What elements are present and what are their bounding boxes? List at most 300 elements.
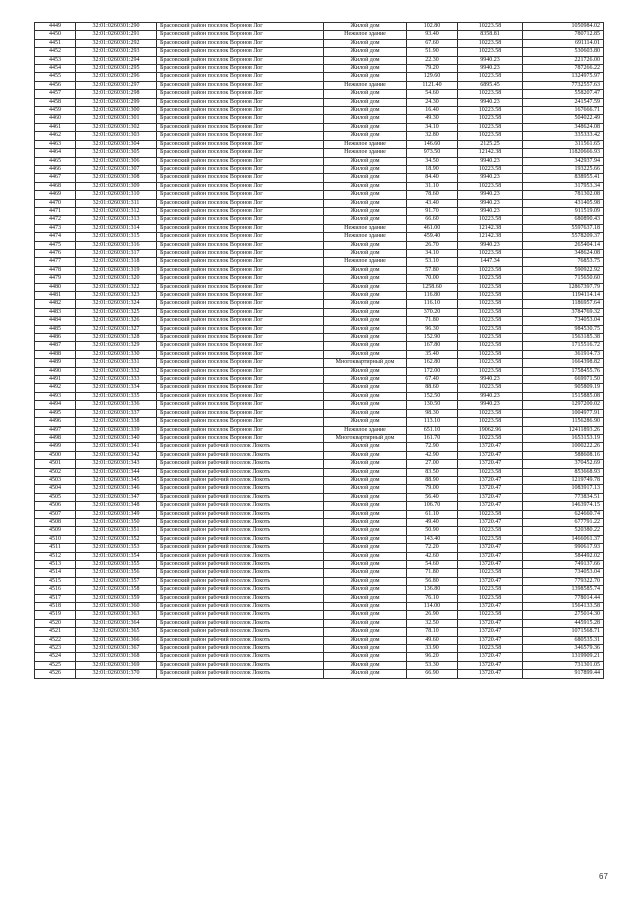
- area-cell: 71.80: [407, 569, 458, 577]
- area-cell: 459.40: [407, 233, 458, 241]
- row-number-cell: 4511: [35, 544, 76, 552]
- area-cell: 67.60: [407, 39, 458, 47]
- area-cell: 33.90: [407, 645, 458, 653]
- object-type-cell: Жилой дом: [324, 594, 407, 602]
- cadastral-value-cell: 241547.59: [523, 98, 604, 106]
- object-type-cell: Жилой дом: [324, 98, 407, 106]
- address-cell: Брасовский район поселок Воронов Лог: [157, 266, 324, 274]
- area-cell: 1121.40: [407, 81, 458, 89]
- cadastral-value-cell: 335333.42: [523, 132, 604, 140]
- specific-value-cell: 13720.47: [458, 493, 523, 501]
- cadastral-number-cell: 32:01:0260301:320: [76, 275, 157, 283]
- table-row: [35, 31, 604, 39]
- row-number-cell: 4481: [35, 292, 76, 300]
- area-cell: 96.20: [407, 653, 458, 661]
- specific-value-cell: 9940.23: [458, 401, 523, 409]
- cadastral-number-cell: 32:01:0260301:301: [76, 115, 157, 123]
- area-cell: 129.60: [407, 73, 458, 81]
- specific-value-cell: 10223.58: [458, 317, 523, 325]
- table-row: [35, 334, 604, 342]
- specific-value-cell: 10223.58: [458, 468, 523, 476]
- object-type-cell: Жилой дом: [324, 334, 407, 342]
- cadastral-value-cell: 445915.28: [523, 619, 604, 627]
- cadastral-number-cell: 32:01:0260301:308: [76, 174, 157, 182]
- cadastral-number-cell: 32:01:0260301:357: [76, 577, 157, 585]
- cadastral-value-cell: 361914.73: [523, 350, 604, 358]
- address-cell: Брасовский район рабочий поселок Локоть: [157, 527, 324, 535]
- address-cell: Брасовский район поселок Воронов Лог: [157, 98, 324, 106]
- cadastral-value-cell: 342937.94: [523, 157, 604, 165]
- table-row: [35, 460, 604, 468]
- address-cell: Брасовский район поселок Воронов Лог: [157, 216, 324, 224]
- table-row: [35, 39, 604, 47]
- table-row: [35, 628, 604, 636]
- cadastral-value-cell: 3784769.32: [523, 308, 604, 316]
- table-row: [35, 275, 604, 283]
- table-row: [35, 603, 604, 611]
- specific-value-cell: 13720.47: [458, 544, 523, 552]
- area-cell: 43.40: [407, 199, 458, 207]
- cadastral-value-cell: 781302.08: [523, 191, 604, 199]
- cadastral-value-cell: 734053.04: [523, 317, 604, 325]
- object-type-cell: Многоквартирный дом: [324, 359, 407, 367]
- area-cell: 78.60: [407, 191, 458, 199]
- row-number-cell: 4519: [35, 611, 76, 619]
- object-type-cell: Жилой дом: [324, 476, 407, 484]
- cadastral-value-cell: 504022.49: [523, 115, 604, 123]
- cadastral-value-cell: 731301.05: [523, 661, 604, 669]
- object-type-cell: Жилой дом: [324, 39, 407, 47]
- cadastral-value-cell: 431405.98: [523, 199, 604, 207]
- address-cell: Брасовский район рабочий поселок Локоть: [157, 586, 324, 594]
- cadastral-number-cell: 32:01:0260301:306: [76, 157, 157, 165]
- address-cell: Брасовский район поселок Воронов Лог: [157, 39, 324, 47]
- table-row: [35, 191, 604, 199]
- object-type-cell: Жилой дом: [324, 645, 407, 653]
- specific-value-cell: 9940.23: [458, 174, 523, 182]
- row-number-cell: 4521: [35, 628, 76, 636]
- specific-value-cell: 10223.58: [458, 283, 523, 291]
- row-number-cell: 4471: [35, 207, 76, 215]
- cadastral-value-cell: 1653153.19: [523, 434, 604, 442]
- row-number-cell: 4517: [35, 594, 76, 602]
- address-cell: Брасовский район поселок Воронов Лог: [157, 140, 324, 148]
- cadastral-value-cell: 530603.80: [523, 48, 604, 56]
- cadastral-value-cell: 787266.22: [523, 65, 604, 73]
- cadastral-value-cell: 1466061.37: [523, 535, 604, 543]
- table-row: [35, 611, 604, 619]
- area-cell: 66.90: [407, 670, 458, 678]
- row-number-cell: 4490: [35, 367, 76, 375]
- area-cell: 49.40: [407, 518, 458, 526]
- row-number-cell: 4498: [35, 434, 76, 442]
- cadastral-number-cell: 32:01:0260301:307: [76, 165, 157, 173]
- cadastral-number-cell: 32:01:0260301:325: [76, 308, 157, 316]
- object-type-cell: Жилой дом: [324, 401, 407, 409]
- object-type-cell: Жилой дом: [324, 216, 407, 224]
- cadastral-number-cell: 32:01:0260301:326: [76, 317, 157, 325]
- cadastral-value-cell: 1194114.14: [523, 292, 604, 300]
- object-type-cell: Нежилое здание: [324, 140, 407, 148]
- cadastral-number-cell: 32:01:0260301:354: [76, 552, 157, 560]
- table-row: [35, 233, 604, 241]
- address-cell: Брасовский район рабочий поселок Локоть: [157, 561, 324, 569]
- area-cell: 71.80: [407, 317, 458, 325]
- address-cell: Брасовский район поселок Воронов Лог: [157, 174, 324, 182]
- address-cell: Брасовский район поселок Воронов Лог: [157, 401, 324, 409]
- cadastral-number-cell: 32:01:0260301:319: [76, 266, 157, 274]
- address-cell: Брасовский район рабочий поселок Локоть: [157, 645, 324, 653]
- specific-value-cell: 10223.58: [458, 266, 523, 274]
- area-cell: 56.40: [407, 493, 458, 501]
- row-number-cell: 4504: [35, 485, 76, 493]
- row-number-cell: 4467: [35, 174, 76, 182]
- table-row: [35, 619, 604, 627]
- specific-value-cell: 13720.47: [458, 485, 523, 493]
- specific-value-cell: 10223.58: [458, 216, 523, 224]
- specific-value-cell: 13720.47: [458, 502, 523, 510]
- cadastral-number-cell: 32:01:0260301:323: [76, 292, 157, 300]
- object-type-cell: Жилой дом: [324, 653, 407, 661]
- specific-value-cell: 10223.58: [458, 350, 523, 358]
- cadastral-number-cell: 32:01:0260301:313: [76, 216, 157, 224]
- object-type-cell: Жилой дом: [324, 535, 407, 543]
- specific-value-cell: 10223.58: [458, 359, 523, 367]
- cadastral-value-cell: 1324975.97: [523, 73, 604, 81]
- table-row: [35, 342, 604, 350]
- address-cell: Брасовский район рабочий поселок Локоть: [157, 451, 324, 459]
- cadastral-value-cell: 5578209.37: [523, 233, 604, 241]
- cadastral-value-cell: 1219749.78: [523, 476, 604, 484]
- area-cell: 98.30: [407, 409, 458, 417]
- object-type-cell: Жилой дом: [324, 619, 407, 627]
- cadastral-value-cell: 680890.43: [523, 216, 604, 224]
- specific-value-cell: 10223.58: [458, 23, 523, 31]
- row-number-cell: 4526: [35, 670, 76, 678]
- table-row: [35, 510, 604, 518]
- area-cell: 51.90: [407, 48, 458, 56]
- address-cell: Брасовский район поселок Воронов Лог: [157, 23, 324, 31]
- object-type-cell: Жилой дом: [324, 603, 407, 611]
- table-row: [35, 132, 604, 140]
- address-cell: Брасовский район поселок Воронов Лог: [157, 157, 324, 165]
- specific-value-cell: 13720.47: [458, 577, 523, 585]
- row-number-cell: 4464: [35, 149, 76, 157]
- area-cell: 70.00: [407, 275, 458, 283]
- cadastral-value-cell: 1463974.15: [523, 502, 604, 510]
- address-cell: Брасовский район рабочий поселок Локоть: [157, 670, 324, 678]
- table-row: [35, 468, 604, 476]
- specific-value-cell: 9940.23: [458, 157, 523, 165]
- cadastral-number-cell: 32:01:0260301:339: [76, 426, 157, 434]
- row-number-cell: 4452: [35, 48, 76, 56]
- specific-value-cell: 13720.47: [458, 619, 523, 627]
- object-type-cell: Жилой дом: [324, 207, 407, 215]
- cadastral-number-cell: 32:01:0260301:328: [76, 334, 157, 342]
- table-row: [35, 182, 604, 190]
- object-type-cell: Жилой дом: [324, 308, 407, 316]
- cadastral-value-cell: 520380.22: [523, 527, 604, 535]
- object-type-cell: Жилой дом: [324, 611, 407, 619]
- table-row: [35, 317, 604, 325]
- table-row: [35, 283, 604, 291]
- area-cell: 35.40: [407, 350, 458, 358]
- cadastral-number-cell: 32:01:0260301:356: [76, 569, 157, 577]
- address-cell: Брасовский район рабочий поселок Локоть: [157, 603, 324, 611]
- address-cell: Брасовский район поселок Воронов Лог: [157, 48, 324, 56]
- row-number-cell: 4455: [35, 73, 76, 81]
- cadastral-number-cell: 32:01:0260301:338: [76, 418, 157, 426]
- table-row: [35, 493, 604, 501]
- specific-value-cell: 10223.58: [458, 73, 523, 81]
- table-row: [35, 90, 604, 98]
- cadastral-value-cell: 1563185.38: [523, 334, 604, 342]
- address-cell: Брасовский район рабочий поселок Локоть: [157, 552, 324, 560]
- cadastral-number-cell: 32:01:0260301:345: [76, 476, 157, 484]
- cadastral-value-cell: 677791.22: [523, 518, 604, 526]
- cadastral-value-cell: 749137.66: [523, 561, 604, 569]
- specific-value-cell: 13720.47: [458, 653, 523, 661]
- cadastral-number-cell: 32:01:0260301:369: [76, 661, 157, 669]
- object-type-cell: Жилой дом: [324, 460, 407, 468]
- specific-value-cell: 12142.38: [458, 233, 523, 241]
- specific-value-cell: 10223.58: [458, 569, 523, 577]
- area-cell: 79.20: [407, 65, 458, 73]
- cadastral-number-cell: 32:01:0260301:370: [76, 670, 157, 678]
- address-cell: Брасовский район поселок Воронов Лог: [157, 199, 324, 207]
- cadastral-number-cell: 32:01:0260301:333: [76, 376, 157, 384]
- area-cell: 152.90: [407, 334, 458, 342]
- table-row: [35, 451, 604, 459]
- area-cell: 91.70: [407, 207, 458, 215]
- specific-value-cell: 10223.58: [458, 249, 523, 257]
- address-cell: Брасовский район рабочий поселок Локоть: [157, 619, 324, 627]
- row-number-cell: 4487: [35, 342, 76, 350]
- cadastral-value-cell: 1664398.82: [523, 359, 604, 367]
- specific-value-cell: 9940.23: [458, 199, 523, 207]
- table-row: [35, 115, 604, 123]
- table-row: [35, 241, 604, 249]
- cadastral-number-cell: 32:01:0260301:322: [76, 283, 157, 291]
- cadastral-value-cell: 1071568.71: [523, 628, 604, 636]
- area-cell: 88.60: [407, 384, 458, 392]
- area-cell: 146.60: [407, 140, 458, 148]
- cadastral-value-cell: 715650.60: [523, 275, 604, 283]
- specific-value-cell: 9940.23: [458, 98, 523, 106]
- area-cell: 76.10: [407, 594, 458, 602]
- address-cell: Брасовский район поселок Воронов Лог: [157, 182, 324, 190]
- row-number-cell: 4477: [35, 258, 76, 266]
- area-cell: 34.10: [407, 249, 458, 257]
- object-type-cell: Жилой дом: [324, 376, 407, 384]
- specific-value-cell: 10223.58: [458, 535, 523, 543]
- specific-value-cell: 13720.47: [458, 451, 523, 459]
- specific-value-cell: 10223.58: [458, 48, 523, 56]
- specific-value-cell: 10223.58: [458, 308, 523, 316]
- specific-value-cell: 10223.58: [458, 594, 523, 602]
- row-number-cell: 4454: [35, 65, 76, 73]
- object-type-cell: Нежилое здание: [324, 149, 407, 157]
- area-cell: 96.30: [407, 325, 458, 333]
- address-cell: Брасовский район рабочий поселок Локоть: [157, 653, 324, 661]
- table-row: [35, 98, 604, 106]
- area-cell: 50.90: [407, 527, 458, 535]
- area-cell: 61.10: [407, 510, 458, 518]
- specific-value-cell: 10223.58: [458, 325, 523, 333]
- area-cell: 93.40: [407, 31, 458, 39]
- cadastral-number-cell: 32:01:0260301:366: [76, 636, 157, 644]
- area-cell: 56.80: [407, 577, 458, 585]
- area-cell: 54.60: [407, 90, 458, 98]
- row-number-cell: 4489: [35, 359, 76, 367]
- cadastral-value-cell: 1758455.76: [523, 367, 604, 375]
- row-number-cell: 4497: [35, 426, 76, 434]
- cadastral-number-cell: 32:01:0260301:360: [76, 603, 157, 611]
- specific-value-cell: 9940.23: [458, 191, 523, 199]
- address-cell: Брасовский район поселок Воронов Лог: [157, 90, 324, 98]
- row-number-cell: 4472: [35, 216, 76, 224]
- row-number-cell: 4480: [35, 283, 76, 291]
- address-cell: Брасовский район поселок Воронов Лог: [157, 56, 324, 64]
- specific-value-cell: 10223.58: [458, 384, 523, 392]
- cadastral-number-cell: 32:01:0260301:310: [76, 191, 157, 199]
- table-row: [35, 300, 604, 308]
- object-type-cell: Жилой дом: [324, 90, 407, 98]
- specific-value-cell: 13720.47: [458, 518, 523, 526]
- area-cell: 34.10: [407, 123, 458, 131]
- row-number-cell: 4499: [35, 443, 76, 451]
- table-row: [35, 392, 604, 400]
- object-type-cell: Жилой дом: [324, 350, 407, 358]
- area-cell: 72.20: [407, 544, 458, 552]
- cadastral-value-cell: 911519.09: [523, 207, 604, 215]
- cadastral-value-cell: 76853.75: [523, 258, 604, 266]
- cadastral-number-cell: 32:01:0260301:303: [76, 132, 157, 140]
- row-number-cell: 4507: [35, 510, 76, 518]
- specific-value-cell: 10223.58: [458, 527, 523, 535]
- object-type-cell: Жилой дом: [324, 283, 407, 291]
- cadastral-number-cell: 32:01:0260301:297: [76, 81, 157, 89]
- row-number-cell: 4468: [35, 182, 76, 190]
- object-type-cell: Жилой дом: [324, 300, 407, 308]
- specific-value-cell: 13720.47: [458, 443, 523, 451]
- cadastral-value-cell: 778014.44: [523, 594, 604, 602]
- address-cell: Брасовский район поселок Воронов Лог: [157, 367, 324, 375]
- address-cell: Брасовский район рабочий поселок Локоть: [157, 544, 324, 552]
- specific-value-cell: 13720.47: [458, 460, 523, 468]
- cadastral-number-cell: 32:01:0260301:327: [76, 325, 157, 333]
- area-cell: 130.50: [407, 401, 458, 409]
- row-number-cell: 4500: [35, 451, 76, 459]
- table-row: [35, 552, 604, 560]
- cadastral-value-cell: 275014.30: [523, 611, 604, 619]
- cadastral-number-cell: 32:01:0260301:341: [76, 443, 157, 451]
- cadastral-number-cell: 32:01:0260301:343: [76, 460, 157, 468]
- row-number-cell: 4493: [35, 392, 76, 400]
- table-row: [35, 73, 604, 81]
- address-cell: Брасовский район рабочий поселок Локоть: [157, 485, 324, 493]
- table-row: [35, 401, 604, 409]
- specific-value-cell: 10223.58: [458, 90, 523, 98]
- object-type-cell: Жилой дом: [324, 552, 407, 560]
- table-row: [35, 636, 604, 644]
- row-number-cell: 4456: [35, 81, 76, 89]
- address-cell: Брасовский район поселок Воронов Лог: [157, 233, 324, 241]
- row-number-cell: 4459: [35, 107, 76, 115]
- area-cell: 88.90: [407, 476, 458, 484]
- cadastral-number-cell: 32:01:0260301:324: [76, 300, 157, 308]
- cadastral-number-cell: 32:01:0260301:358: [76, 586, 157, 594]
- address-cell: Брасовский район поселок Воронов Лог: [157, 292, 324, 300]
- area-cell: 167.80: [407, 342, 458, 350]
- table-row: [35, 544, 604, 552]
- cadastral-value-cell: 5597637.18: [523, 224, 604, 232]
- cadastral-value-cell: 221726.00: [523, 56, 604, 64]
- specific-value-cell: 10223.58: [458, 182, 523, 190]
- specific-value-cell: 10223.58: [458, 275, 523, 283]
- row-number-cell: 4463: [35, 140, 76, 148]
- object-type-cell: Жилой дом: [324, 325, 407, 333]
- object-type-cell: Жилой дом: [324, 182, 407, 190]
- object-type-cell: Жилой дом: [324, 107, 407, 115]
- row-number-cell: 4484: [35, 317, 76, 325]
- row-number-cell: 4485: [35, 325, 76, 333]
- table-row: [35, 586, 604, 594]
- object-type-cell: Жилой дом: [324, 569, 407, 577]
- address-cell: Брасовский район поселок Воронов Лог: [157, 317, 324, 325]
- address-cell: Брасовский район рабочий поселок Локоть: [157, 535, 324, 543]
- table-row: [35, 308, 604, 316]
- specific-value-cell: 12142.38: [458, 149, 523, 157]
- cadastral-number-cell: 32:01:0260301:334: [76, 384, 157, 392]
- table-row: [35, 418, 604, 426]
- object-type-cell: Жилой дом: [324, 292, 407, 300]
- object-type-cell: Жилой дом: [324, 418, 407, 426]
- cadastral-number-cell: 32:01:0260301:309: [76, 182, 157, 190]
- address-cell: Брасовский район поселок Воронов Лог: [157, 191, 324, 199]
- specific-value-cell: 10223.58: [458, 645, 523, 653]
- object-type-cell: Жилой дом: [324, 636, 407, 644]
- row-number-cell: 4449: [35, 23, 76, 31]
- row-number-cell: 4478: [35, 266, 76, 274]
- area-cell: 1258.60: [407, 283, 458, 291]
- row-number-cell: 4479: [35, 275, 76, 283]
- row-number-cell: 4506: [35, 502, 76, 510]
- address-cell: Брасовский район поселок Воронов Лог: [157, 434, 324, 442]
- table-row: [35, 359, 604, 367]
- address-cell: Брасовский район поселок Воронов Лог: [157, 149, 324, 157]
- specific-value-cell: 13720.47: [458, 552, 523, 560]
- table-body: [35, 23, 604, 679]
- area-cell: 67.40: [407, 376, 458, 384]
- row-number-cell: 4465: [35, 157, 76, 165]
- object-type-cell: Жилой дом: [324, 65, 407, 73]
- area-cell: 24.30: [407, 98, 458, 106]
- specific-value-cell: 10223.58: [458, 510, 523, 518]
- area-cell: 79.00: [407, 485, 458, 493]
- object-type-cell: Жилой дом: [324, 670, 407, 678]
- specific-value-cell: 10223.58: [458, 418, 523, 426]
- object-type-cell: Жилой дом: [324, 342, 407, 350]
- specific-value-cell: 10223.58: [458, 165, 523, 173]
- address-cell: Брасовский район поселок Воронов Лог: [157, 409, 324, 417]
- specific-value-cell: 2125.25: [458, 140, 523, 148]
- object-type-cell: Нежилое здание: [324, 81, 407, 89]
- address-cell: Брасовский район поселок Воронов Лог: [157, 241, 324, 249]
- table-row: [35, 149, 604, 157]
- address-cell: Брасовский район поселок Воронов Лог: [157, 300, 324, 308]
- row-number-cell: 4476: [35, 249, 76, 257]
